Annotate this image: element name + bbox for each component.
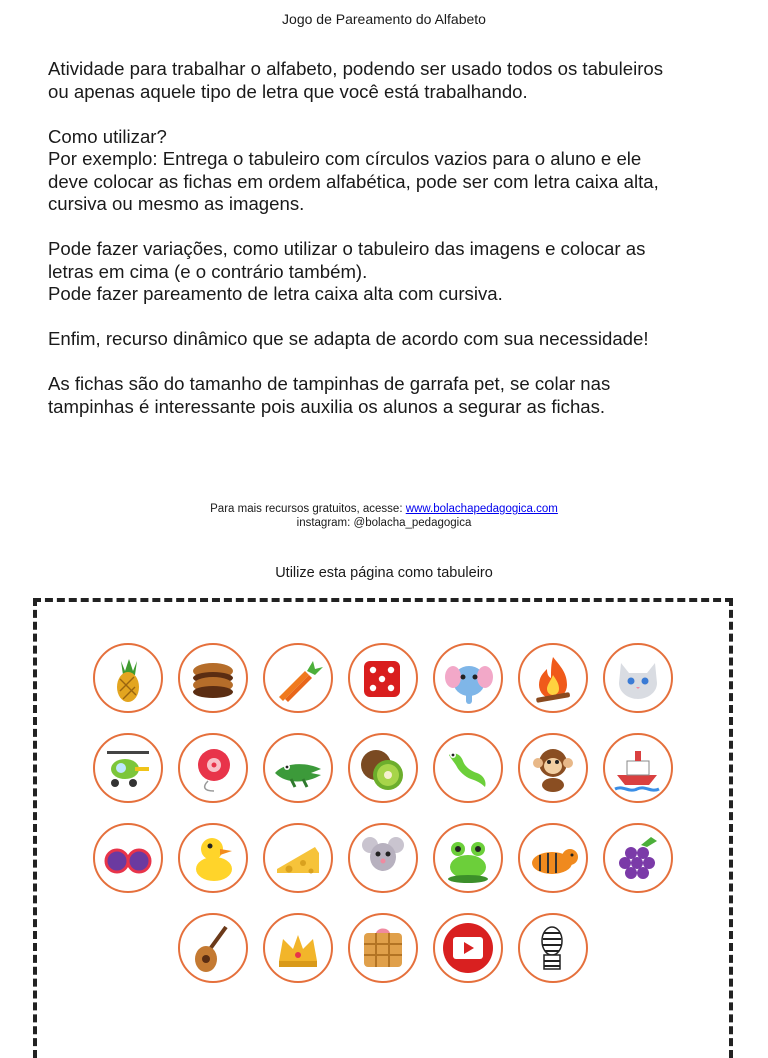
text-line: deve colocar as fichas em ordem alfabética, pode ser com letra caixa alta, bbox=[48, 170, 659, 192]
board-token bbox=[263, 823, 333, 893]
text-line: Enfim, recurso dinâmico que se adapta de acordo com sua necessidade! bbox=[48, 328, 649, 349]
board-token bbox=[518, 913, 588, 983]
video-play-icon bbox=[441, 921, 495, 975]
board-token bbox=[263, 913, 333, 983]
board-token bbox=[93, 823, 163, 893]
board-token bbox=[178, 733, 248, 803]
instructions-text bbox=[48, 58, 738, 441]
board-token bbox=[603, 643, 673, 713]
crocodile-icon bbox=[271, 741, 325, 795]
violin-icon bbox=[186, 921, 240, 975]
board-token bbox=[433, 643, 503, 713]
carrot-icon bbox=[271, 651, 325, 705]
text-line: Por exemplo: Entrega o tabuleiro com círculos vazios para o aluno e ele bbox=[48, 148, 642, 169]
grapes-icon bbox=[611, 831, 665, 885]
board-token bbox=[518, 733, 588, 803]
cat-icon bbox=[611, 651, 665, 705]
fire-icon bbox=[526, 651, 580, 705]
credits bbox=[0, 502, 768, 530]
cookie-icon bbox=[186, 651, 240, 705]
board-token bbox=[518, 823, 588, 893]
zebra-icon bbox=[526, 921, 580, 975]
kiwi-icon bbox=[356, 741, 410, 795]
text-line: ou apenas aquele tipo de letra que você está trabalhando. bbox=[48, 80, 528, 102]
paragraph-how-to-use bbox=[48, 126, 738, 216]
paragraph-variations bbox=[48, 238, 738, 306]
helicopter-icon bbox=[101, 741, 155, 795]
website-link[interactable]: www.bolachapedagogica.com bbox=[405, 503, 558, 515]
frog-icon bbox=[441, 831, 495, 885]
waffle-icon bbox=[356, 921, 410, 975]
credits-prefix: Para mais recursos gratuitos, acesse: bbox=[210, 503, 406, 515]
crown-icon bbox=[271, 921, 325, 975]
tiger-icon bbox=[526, 831, 580, 885]
text-line: cursiva ou mesmo as imagens. bbox=[48, 193, 305, 214]
paragraph-bottle-caps bbox=[48, 373, 738, 418]
yoyo-icon bbox=[186, 741, 240, 795]
board-token bbox=[263, 643, 333, 713]
text-line: Pode fazer pareamento de letra caixa alta com cursiva. bbox=[48, 283, 503, 304]
cheese-icon bbox=[271, 831, 325, 885]
elephant-icon bbox=[441, 651, 495, 705]
board-token bbox=[93, 733, 163, 803]
dice-icon bbox=[356, 651, 410, 705]
text-line: As fichas são do tamanho de tampinhas de garrafa pet, se colar nas bbox=[48, 373, 611, 394]
paragraph-intro bbox=[48, 58, 738, 103]
text-line: tampinhas é interessante pois auxilia os alunos a segurar as fichas. bbox=[48, 395, 606, 417]
paragraph-summary bbox=[48, 328, 738, 351]
mouse-icon bbox=[356, 831, 410, 885]
text-line: Pode fazer variações, como utilizar o tabuleiro das imagens e colocar as bbox=[48, 238, 646, 259]
duck-icon bbox=[186, 831, 240, 885]
text-line: letras em cima (e o contrário também). bbox=[48, 260, 368, 282]
pineapple-icon bbox=[101, 651, 155, 705]
ship-icon bbox=[611, 741, 665, 795]
board-token bbox=[518, 643, 588, 713]
board-token bbox=[263, 733, 333, 803]
glasses-icon bbox=[101, 831, 155, 885]
text-line: Atividade para trabalhar o alfabeto, podendo ser usado todos os tabuleiros bbox=[48, 58, 664, 79]
monkey-icon bbox=[526, 741, 580, 795]
board-token bbox=[603, 733, 673, 803]
text-line: Como utilizar? bbox=[48, 125, 167, 147]
board-token bbox=[178, 823, 248, 893]
credits-line bbox=[0, 502, 768, 516]
board-token bbox=[433, 823, 503, 893]
board-token bbox=[348, 913, 418, 983]
board-token bbox=[348, 823, 418, 893]
board-token bbox=[433, 733, 503, 803]
board-token bbox=[178, 643, 248, 713]
board-token bbox=[433, 913, 503, 983]
board-token bbox=[348, 643, 418, 713]
document-title: Jogo de Pareamento do Alfabeto bbox=[282, 11, 486, 27]
lizard-icon bbox=[441, 741, 495, 795]
board-token bbox=[603, 823, 673, 893]
board-token bbox=[178, 913, 248, 983]
board-caption: Utilize esta página como tabuleiro bbox=[275, 565, 493, 581]
instagram-handle: instagram: @bolacha_pedagogica bbox=[296, 517, 472, 529]
board-token bbox=[93, 643, 163, 713]
board-token bbox=[348, 733, 418, 803]
